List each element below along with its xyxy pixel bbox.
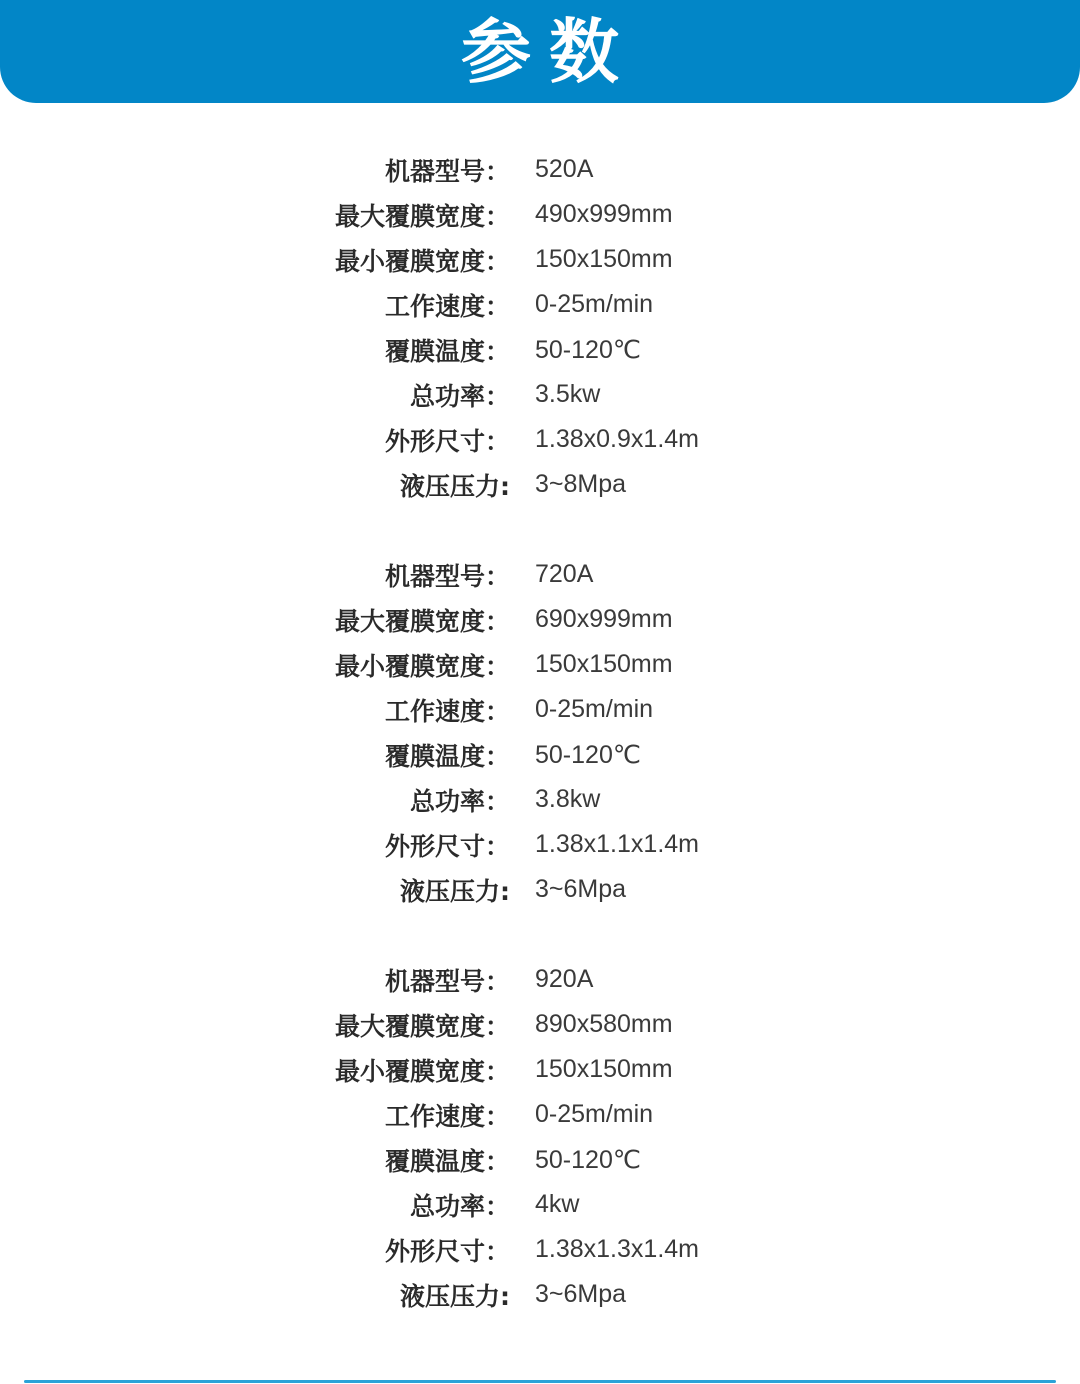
spec-row [0,822,1080,867]
spec-row [0,1137,1080,1182]
spec-label: 覆膜温度： [384,1146,510,1176]
spec-row [0,1227,1080,1272]
spec-row [0,147,1080,192]
spec-row [0,462,1080,507]
spec-row [0,372,1080,417]
spec-label: 液压压力: [400,1281,510,1311]
spec-label: 覆膜温度： [384,336,510,366]
spec-value: 1.38x1.1x1.4m [535,830,699,858]
spec-label: 工作速度： [384,1101,510,1131]
spec-row [0,1002,1080,1047]
spec-row [0,327,1080,372]
spec-value: 150x150mm [535,245,673,273]
footer-divider [24,1380,1056,1383]
spec-value: 3~6Mpa [535,1280,627,1308]
spec-label: 工作速度： [384,291,510,321]
spec-value: 50-120℃ [535,335,641,364]
spec-row [0,957,1080,1002]
spec-value: 50-120℃ [535,1145,641,1174]
spec-value: 520A [535,155,594,183]
spec-value: 1.38x1.3x1.4m [535,1235,699,1263]
spec-group-920a [0,957,1080,1317]
spec-value: 150x150mm [535,650,673,678]
page-title: 参数 [461,10,637,93]
spec-row [0,642,1080,687]
spec-label: 最大覆膜宽度： [334,201,510,231]
spec-groups [0,147,1080,1362]
header-banner [0,0,1080,103]
spec-value: 690x999mm [535,605,673,633]
spec-row [0,687,1080,732]
spec-value: 50-120℃ [535,740,641,769]
spec-value: 890x580mm [535,1010,673,1038]
spec-value: 4kw [535,1190,580,1218]
spec-label: 外形尺寸： [384,426,510,456]
spec-row [0,237,1080,282]
spec-value: 3~8Mpa [535,470,627,498]
spec-value: 1.38x0.9x1.4m [535,425,699,453]
spec-group-520a [0,147,1080,507]
spec-group-720a [0,552,1080,912]
spec-row [0,1047,1080,1092]
spec-value: 0-25m/min [535,290,654,318]
spec-label: 机器型号： [384,966,510,996]
spec-value: 3.5kw [535,380,601,408]
spec-label: 总功率： [409,381,510,411]
spec-row [0,732,1080,777]
spec-row [0,552,1080,597]
spec-row [0,1092,1080,1137]
spec-row [0,192,1080,237]
spec-row [0,867,1080,912]
spec-label: 机器型号： [384,561,510,591]
spec-label: 工作速度： [384,696,510,726]
spec-label: 机器型号： [384,156,510,186]
spec-label: 最小覆膜宽度： [334,246,510,276]
spec-label: 最大覆膜宽度： [334,1011,510,1041]
spec-label: 覆膜温度： [384,741,510,771]
spec-row [0,597,1080,642]
spec-row [0,777,1080,822]
spec-value: 920A [535,965,594,993]
spec-value: 3.8kw [535,785,601,813]
spec-label: 外形尺寸： [384,1236,510,1266]
spec-label: 液压压力: [400,471,510,501]
spec-label: 总功率： [409,1191,510,1221]
spec-value: 720A [535,560,594,588]
spec-label: 总功率： [409,786,510,816]
spec-label: 外形尺寸： [384,831,510,861]
spec-label: 最小覆膜宽度： [334,651,510,681]
spec-value: 0-25m/min [535,695,654,723]
spec-value: 150x150mm [535,1055,673,1083]
spec-label: 液压压力: [400,876,510,906]
spec-value: 0-25m/min [535,1100,654,1128]
spec-value: 3~6Mpa [535,875,627,903]
spec-row [0,282,1080,327]
spec-row [0,417,1080,462]
spec-value: 490x999mm [535,200,673,228]
spec-row [0,1182,1080,1227]
spec-label: 最小覆膜宽度： [334,1056,510,1086]
spec-label: 最大覆膜宽度： [334,606,510,636]
spec-row [0,1272,1080,1317]
